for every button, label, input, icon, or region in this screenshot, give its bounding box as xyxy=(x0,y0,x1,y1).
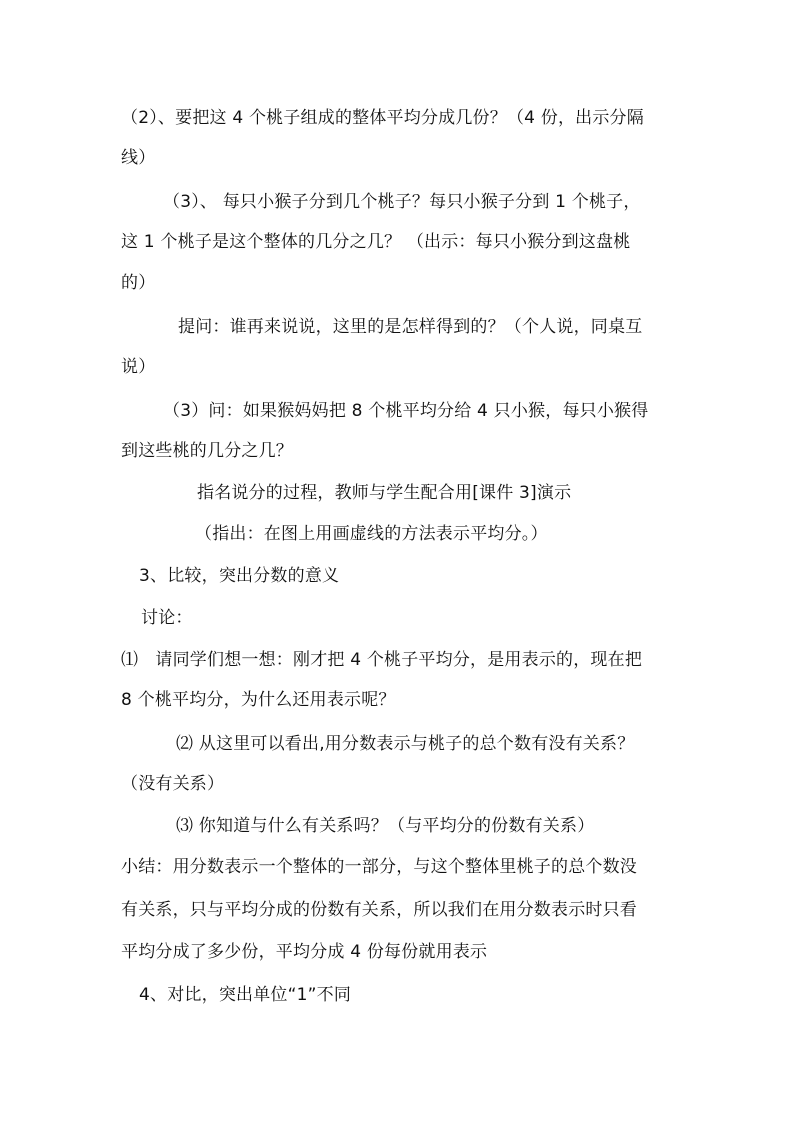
text-line: 平均分成了多少份，平均分成 4 份每份就用表示 xyxy=(121,942,488,962)
text-line: 8 个桃平均分，为什么还用表示呢？ xyxy=(121,690,396,710)
text-line: 有关系，只与平均分成的份数有关系，所以我们在用分数表示时只看 xyxy=(121,900,637,920)
text-line: 这 1 个桃子是这个整体的几分之几？ （出示：每只小猴分到这盘桃 xyxy=(121,232,631,252)
text-line: 说） xyxy=(121,357,156,377)
text-line: （2）、要把这 4 个桃子组成的整体平均分成几份？（4 份，出示分隔 xyxy=(121,108,644,128)
section-heading: 3、比较，突出分数的意义 xyxy=(139,566,340,586)
text-line: 的） xyxy=(121,273,156,293)
text-line: 小结：用分数表示一个整体的一部分，与这个整体里桃子的总个数没 xyxy=(121,857,637,877)
text-line: ⑶ 你知道与什么有关系吗？（与平均分的份数有关系） xyxy=(176,816,595,836)
text-line: （指出：在图上用画虚线的方法表示平均分。） xyxy=(195,524,548,544)
text-line: （3）问：如果猴妈妈把 8 个桃平均分给 4 只小猴，每只小猴得 xyxy=(163,401,649,421)
text-line: （没有关系） xyxy=(121,774,225,794)
text-line: （3）、 每只小猴子分到几个桃子？每只小猴子分到 1 个桃子， xyxy=(163,192,641,212)
text-line: 提问：谁再来说说，这里的是怎样得到的？（个人说，同桌互 xyxy=(178,317,643,337)
text-line: 讨论： xyxy=(141,608,193,628)
section-heading: 4、对比，突出单位“1”不同 xyxy=(139,985,352,1005)
text-line: 线） xyxy=(121,148,156,168)
text-line: ⑴ 请同学们想一想：刚才把 4 个桃子平均分，是用表示的，现在把 xyxy=(121,650,643,670)
text-line: 指名说分的过程，教师与学生配合用[课件 3]演示 xyxy=(197,483,572,503)
text-line: 到这些桃的几分之几？ xyxy=(121,441,293,461)
text-line: ⑵ 从这里可以看出,用分数表示与桃子的总个数有没有关系？ xyxy=(176,734,635,754)
